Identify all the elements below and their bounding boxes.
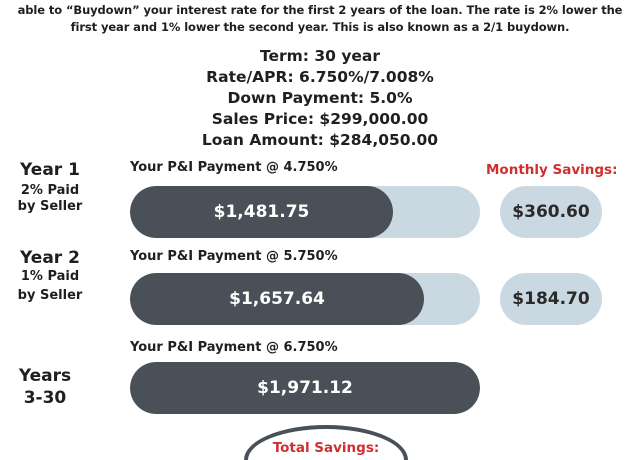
intro-line-2: first year and 1% lower the second year. This is also known as a 2/1 buydown. xyxy=(70,20,570,34)
year-1-rate-label: Your P&I Payment @ 4.750% xyxy=(130,160,338,175)
year-2-savings: $184.70 xyxy=(500,273,602,325)
monthly-savings-header: Monthly Savings: xyxy=(486,162,618,178)
year-2-payment-bar xyxy=(130,273,480,325)
year-2-sub-2: by Seller xyxy=(17,288,83,303)
year-2-label xyxy=(10,248,90,304)
years-3-30-payment-value: $1,971.12 xyxy=(257,378,353,398)
intro-text xyxy=(0,2,640,36)
loan-sales-price: Sales Price: $299,000.00 xyxy=(211,110,429,128)
loan-term: Term: 30 year xyxy=(259,47,381,65)
year-1-savings: $360.60 xyxy=(500,186,602,238)
years-3-30-title: Years xyxy=(18,366,72,386)
loan-amount: Loan Amount: $284,050.00 xyxy=(201,131,439,149)
year-1-title: Year 1 xyxy=(20,160,80,180)
year-2-rate-label: Your P&I Payment @ 5.750% xyxy=(130,249,338,264)
year-1-payment-value: $1,481.75 xyxy=(213,202,310,222)
year-1-label xyxy=(10,160,90,215)
loan-terms xyxy=(0,46,640,151)
year-1-sub-2: by Seller xyxy=(17,199,83,214)
year-2-title: Year 2 xyxy=(20,248,80,268)
year-2-sub-1: 1% Paid xyxy=(20,269,80,284)
total-savings-label: Total Savings: xyxy=(272,440,380,456)
intro-line-1: able to “Buydown” your interest rate for the first 2 years of the loan. The rate is 2% lower the xyxy=(17,3,623,17)
years-3-30-payment-bar xyxy=(130,362,480,414)
years-3-30-range: 3-30 xyxy=(23,388,67,408)
year-1-sub-1: 2% Paid xyxy=(20,183,80,198)
loan-rate-apr: Rate/APR: 6.750%/7.008% xyxy=(206,68,434,86)
year-2-payment-value: $1,657.64 xyxy=(229,289,325,309)
year-1-payment-bar xyxy=(130,186,480,238)
loan-down-payment: Down Payment: 5.0% xyxy=(227,89,413,107)
years-3-30-label xyxy=(8,366,82,408)
years-3-30-rate-label: Your P&I Payment @ 6.750% xyxy=(130,340,338,355)
